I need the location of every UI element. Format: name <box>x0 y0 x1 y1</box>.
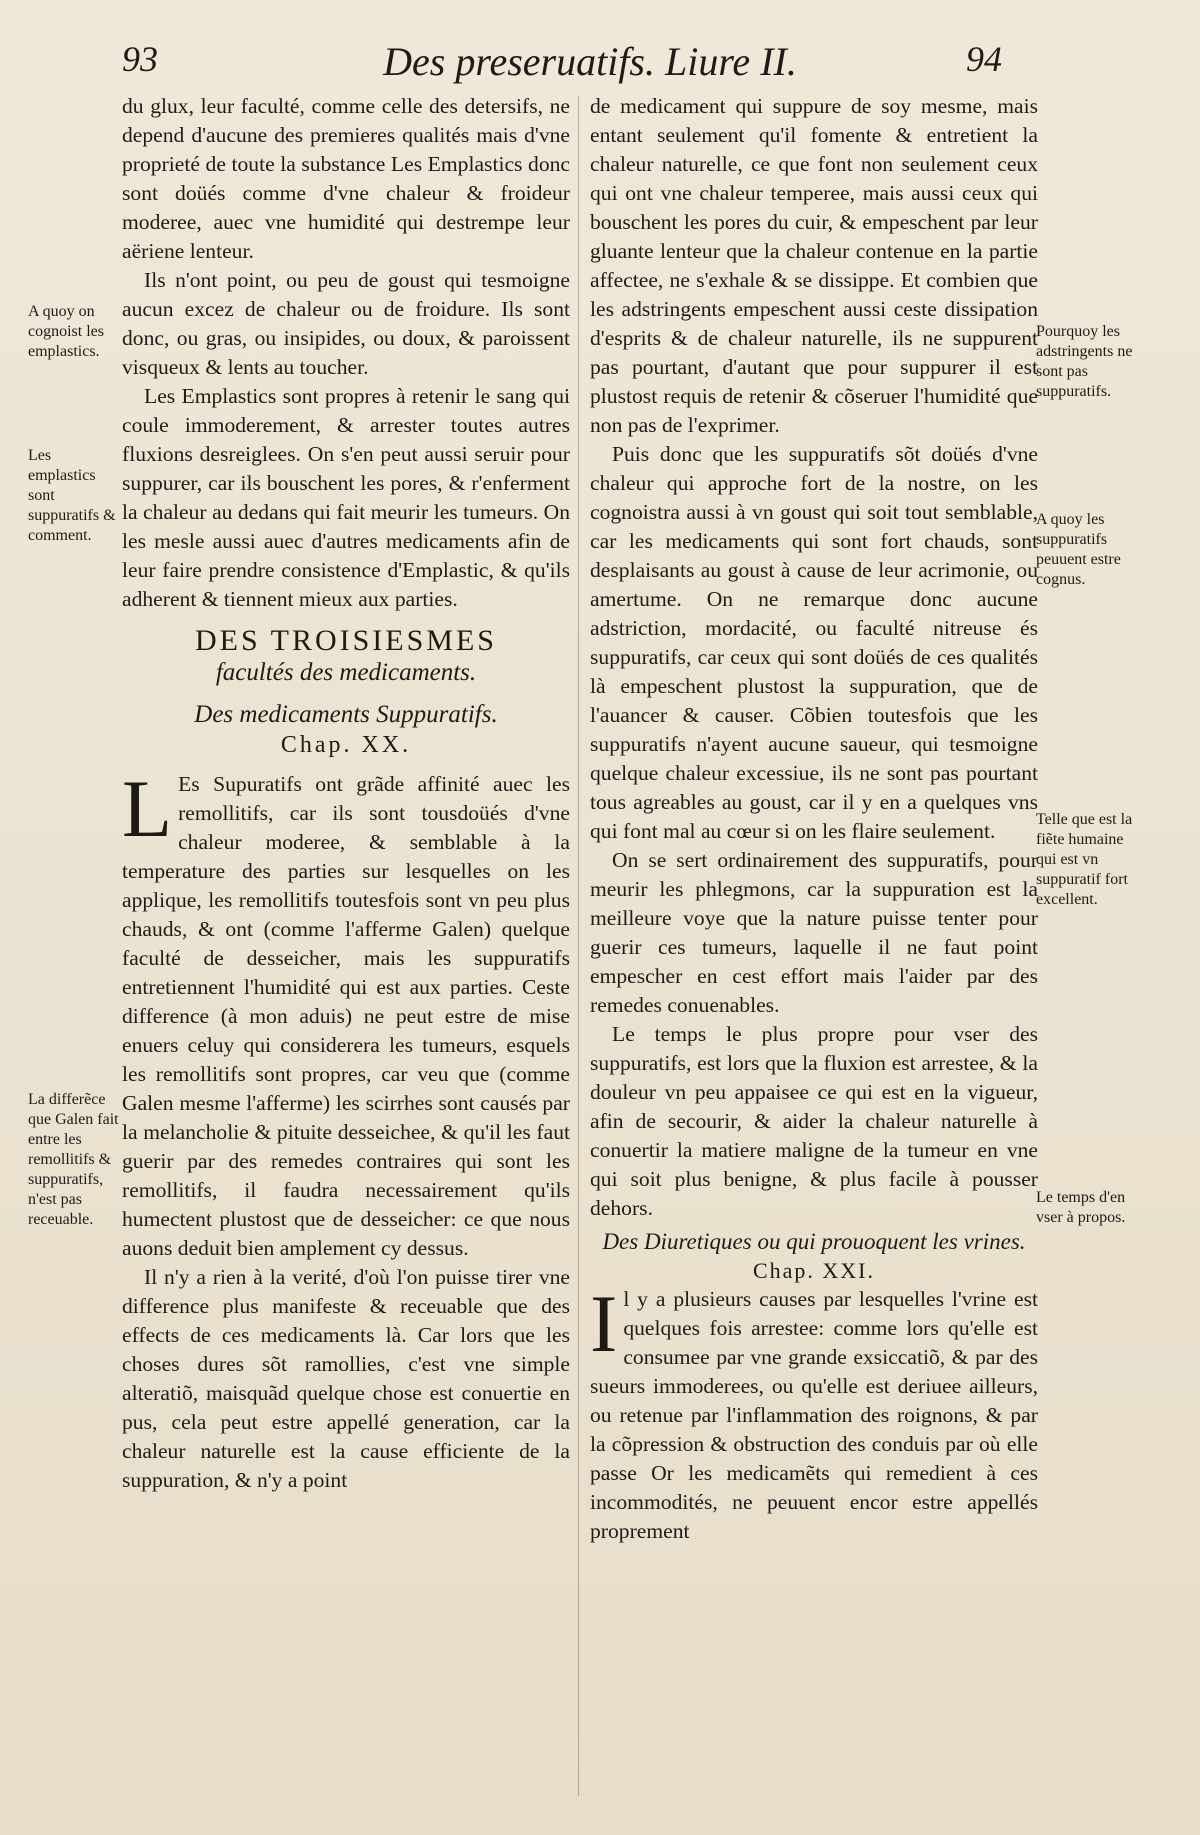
drop-cap: I <box>590 1278 618 1369</box>
paragraph: Le temps le plus propre pour vser des suppuratifs, est lors que la fluxion est arrestee, & la douleur vn peu appaisee ce qui est en la vigueur, afin de secourir, & aider la chaleur naturelle à conuertir la matiere maligne de la tumeur en vne qui soit plus benigne, & plus facile à pousser dehors. <box>590 1022 1038 1220</box>
paragraph-with-drop-cap <box>590 1278 1038 1546</box>
paragraph-text: Es Supuratifs ont grãde affinité auec les remollitifs, car ils sont tousdoüés d'vne chaleur moderee, & semblable à la temperature des parties sur lesquelles on les applique, les remollitifs toutesfois sont vn peu plus chauds, & ont (comme l'afferme Galen) quelque faculté de desseicher, mais les suppuratifs entretiennent l'humidité qui est aux parties. Ceste difference (à mon aduis) ne peut estre de mise enuers celuy qui considerera les tumeurs, esquels les remollitifs sont propres, car veu que (comme Galen mesme l'afferme) les scirrhes sont causés par la melancholie & pituite desseichee, & qu'il les faut guerir par des remedes contraires qui sont les remollitifs, il faudra necessairement qu'ils humectent plustost que de desseicher: ce que nous auons deduit bien amplement cy dessus. <box>122 772 570 1260</box>
page-number-right: 94 <box>966 39 1002 79</box>
margin-note-right: Le temps d'en vser à propos. <box>1036 1189 1126 1226</box>
margin-note-right: Pourquoy les adstringents ne sont pas suppuratifs. <box>1036 323 1133 400</box>
paragraph: Les Emplastics sont propres à retenir le sang qui coule immoderement, & arrester toutes autres fluxions desreiglees. On s'en peut aussi seruir pour suppurer, car ils bouschent les pores, & r'enferment la chaleur au dedans qui fait meurir les tumeurs. On les mesle aussi auec d'autres medicaments afin de leur faire prendre consistence d'Emplastic, & qu'ils adherent & tiennent mieux aux parties. <box>122 384 570 611</box>
paragraph: Puis donc que les suppuratifs sõt doüés d'vne chaleur qui approche fort de la nostre, on les cognoistra aussi à vn goust qui soit tout semblable, car les medicaments qui sont fort chauds, sont desplaisants au goust à cause de leur acrimonie, ou amertume. On ne remarque donc aucune adstriction, mordacité, ou faculté nitreuse és suppuratifs, car ceux qui sont doüés de ces qualités là empeschent plustost la suppuration, que de l'auancer & causer. Cõbien toutesfois que les suppuratifs n'ayent aucune saueur, qui tesmoigne quelque chaleur excessiue, ils ne sont pas pourtant tous agreables au goust, car il y en a quelques vns qui font mal au cœur si on les flaire seulement. <box>590 442 1038 843</box>
paragraph-with-drop-cap <box>122 763 570 1263</box>
margin-note-right: Telle que est la fiẽte humaine qui est vn suppuratif fort excellent. <box>1036 811 1133 908</box>
chapter-title: Des medicaments Suppuratifs. <box>194 701 498 728</box>
chapter-number: Chap. XX. <box>280 732 412 758</box>
paragraph: Ils n'ont point, ou peu de goust qui tesmoigne aucun excez de chaleur ou de froidure. Ils sont donc, ou gras, ou insipides, ou doux, & paroissent visqueux & lents au toucher. <box>122 268 570 379</box>
margin-note-left: A quoy on cognoist les emplastics. <box>28 303 104 360</box>
running-title: Des preseruatifs. Liure II. <box>383 39 797 84</box>
paragraph: du glux, leur faculté, comme celle des detersifs, ne depend d'aucune des premieres qualités mais d'vne proprieté de toute la substance Les Emplastics donc sont doüés comme d'vne chaleur & froideur moderee, auec vne humidité qui destrempe leur aëriene lenteur. <box>122 94 570 263</box>
paragraph: Il n'y a rien à la verité, d'où l'on puisse tirer vne difference plus manifeste & receuable que des effects de ces medicaments là. Car lors que les choses dures sõt ramollies, c'est vne simple alteratiõ, maisquãd quelque chose est conuertie en pus, cela peut estre appellé generation, car la chaleur naturelle est la cause efficiente de la suppuration, & n'y a point <box>122 1265 570 1492</box>
chapter-title-text: Des Diuretiques ou qui prouoquent les vrines. <box>602 1229 1026 1254</box>
margin-note-left: Les emplastics sont suppuratifs & comment. <box>28 447 116 544</box>
right-column <box>590 92 1038 1546</box>
margin-note-left: La differẽce que Galen fait entre les remollitifs & suppuratifs, n'est pas receuable. <box>28 1091 119 1228</box>
section-subtitle: facultés des medicaments. <box>215 659 477 686</box>
paragraph: de medicament qui suppure de soy mesme, mais entant seulement qu'il fomente & entretient la chaleur naturelle, ce que font non seulement ceux qui ont vne chaleur temperee, mais aussi ceux qui bouschent les pores du cuir, & empeschent par leur gluante lenteur que la chaleur contenue en la partie affectee, ne s'exhale & se dissippe. Et combien que les adstringents empeschent aussi ceste dissipation d'esprits & de chaleur naturelle, ils ne suppurent pas pourtant, d'autant que pour suppurer il est plustost requis de retenir & cõseruer l'humidité que non pas de l'exprimer. <box>590 94 1038 437</box>
section-title: DES TROISIESMES <box>195 624 497 657</box>
margin-note-right: A quoy les suppuratifs peuuent estre cognus. <box>1036 511 1121 588</box>
chapter-number: Chap. XXI. <box>752 1258 876 1283</box>
drop-cap: L <box>122 763 173 854</box>
column-divider <box>578 96 579 1796</box>
page-number-left: 93 <box>122 39 158 79</box>
left-column <box>122 92 570 1495</box>
chapter-title <box>590 1227 1038 1285</box>
paragraph: On se sert ordinairement des suppuratifs, pour meurir les phlegmons, car la suppuration est la meilleure voye que la nature puisse tenter pour guerir ces tumeurs, laquelle il ne faut point empescher en cest effort mais l'aider par des remedes conuenables. <box>590 848 1038 1017</box>
running-header <box>0 38 1200 88</box>
paragraph-text: l y a plusieurs causes par lesquelles l'vrine est quelques fois arrestee: comme lors qu'elle est consumee par vne grande exsiccatiõ, & par des sueurs immoderees, ou qu'elle est deriuee ailleurs, ou retenue par l'inflammation des roignons, & par la cõpression & obstruction des conduis par où elle passe Or les medicamẽts qui remedient à ces incommodités, ne peuuent encor estre appellés proprement <box>590 1287 1038 1543</box>
